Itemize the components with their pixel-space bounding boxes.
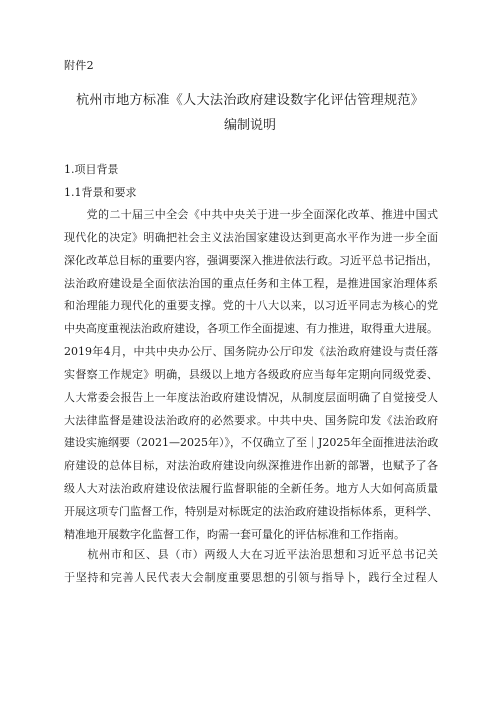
paragraph-background — [64, 204, 438, 547]
paragraph-line: 大法律监督是建设法治政府的必然要求。中共中央、国务院印发《法治政府 — [64, 413, 438, 427]
paragraph-line: 和治理能力现代化的重要支撑。党的十八大以来，以习近平同志为核心的党 — [64, 299, 438, 313]
paragraph-line: 开展这项专门监督工作，特别是对标既定的法治政府建设指标体系，更科学、 — [64, 504, 438, 518]
paragraph-line: 党的二十届三中全会《中共中央关于进一步全面深化改革、推进中国式 — [64, 208, 438, 221]
paragraph-line: 现代化的决定》明确把社会主义法治国家建设达到更高水平作为进一步全面 — [64, 230, 438, 244]
document-subtitle: 编制说明 — [223, 118, 276, 133]
paragraph-line: 府建设的总体目标，对法治政府建设向纵深推进作出新的部署，也赋予了各 — [64, 459, 438, 473]
paragraph-line: 2019年4月，中共中央办公厅、国务院办公厅印发《法治政府建设与责任落 — [64, 345, 438, 359]
paragraph-line: 精准地开展数字化监督工作，昀需一套可量化的评估标准和工作指南。 — [64, 527, 405, 541]
paragraph-line: 实督察工作规定》明确，县级以上地方各级政府应当每年定期向同级党委、 — [64, 367, 438, 381]
paragraph-line: 中央高度重视法治政府建设，各项工作全面提速、有力推进，取得重大进展。 — [64, 322, 438, 336]
paragraph-line: 于坚持和完善人民代表大会制度重要思想的引领与指导卜，践行全过程人 — [64, 570, 438, 584]
paragraph-line: 建设实施纲要（2021—2025年）》，不仅确立了至｜J2025年全面推进法治政 — [64, 436, 438, 450]
document-title: 杭州市地方标准《人大法治政府建设数字化评估管理规范》 — [75, 93, 425, 108]
paragraph-line: 法治政府建设是全面依法治国的重点任务和主体工程，是推进国家治理体系 — [64, 276, 438, 290]
paragraph-line: 杭州市和区、县（市）两级人大在习近平法治思想和习近平总书记关 — [64, 548, 438, 561]
paragraph-line: 级人大对法治政府建设依法履行监督职能的全新任务。地方人大如何高质量 — [64, 482, 438, 496]
section-heading-1-1: 1.1背景和要求 — [64, 186, 137, 199]
paragraph-line: 人大常委会报告上一年度法治政府建设情况，从制度层面明确了自觉接受人 — [64, 390, 438, 404]
section-heading-1: 1.项目背景 — [64, 163, 119, 176]
annex-label: 附件2 — [64, 59, 94, 72]
paragraph-hangzhou — [64, 544, 438, 590]
paragraph-line: 深化改革总目标的重要内容，强调要深入推进依法行政。习近平总书记指出， — [64, 253, 438, 267]
